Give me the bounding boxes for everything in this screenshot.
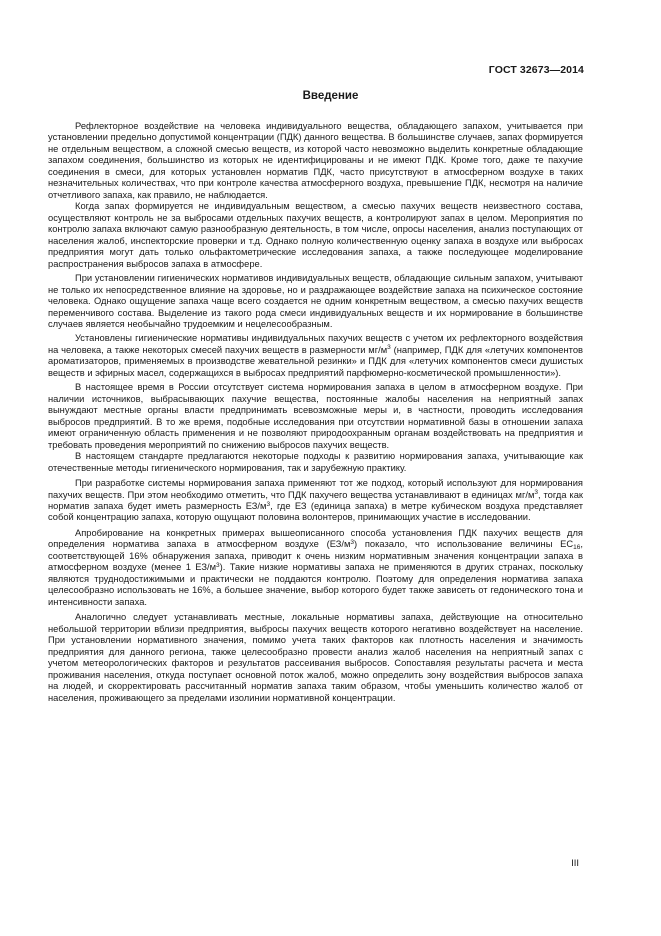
paragraph-2: Когда запах формируется не индивидуальным веществом, а смесью пахучих веществ неизвестного состава, осуществляют контроль не за выбросами отдельных пахучих веществ, а контролируют запах в целом. Мероприятия по контролю запаха включают самую разнообразную деятельность, в том числе, опросы населения, анализ поступающих от населения жалоб, инспекторские проверки и т.д. Однако полную количественную оценку запаха в воздухе или выбросах предприятия могут дать только ольфактометрические исследования запаха, а также последующее моделирование распространения выбросов запаха в атмосфере. bbox=[48, 201, 583, 269]
paragraph-8 bbox=[48, 528, 583, 608]
paragraph-5: В настоящее время в России отсутствует система нормирования запаха в целом в атмосферном воздухе. При наличии источников, выбрасывающих пахучие вещества, постоянные жалобы населения на неприятный запах вынуждают местные органы власти предпринимать всевозможные меры и, в частности, проводить исследования выбросов предприятий. В то же время, подобные исследования при отсутствии нормативной базы в отношении запаха имеют ограниченную область применения и не позволяют природоохранным органам воздействовать на предприятия и требовать проведения мероприятий по снижению выбросов пахучих веществ. bbox=[48, 382, 583, 450]
paragraph-7 bbox=[48, 478, 583, 524]
text-run: ). Такие низкие нормативы запаха не применяются в других странах, поскольку являются труднодостижимыми и практически не поддаются контролю. Поэтому для определения норматива запаха целесообразно использовать не 16%, а большее значение, выбор которого будет также зависеть от гедонического тона и интенсивности запаха. bbox=[48, 562, 583, 607]
paragraph-6: В настоящем стандарте предлагаются некоторые подходы к развитию нормирования запаха, учитывающие как отечественные методы гигиенического нормирования, так и зарубежную практику. bbox=[48, 451, 583, 473]
superscript: 3 bbox=[350, 538, 355, 546]
paragraph-9: Аналогично следует устанавливать местные, локальные нормативы запаха, действующие на относительно небольшой территории вблизи предприятия, выбросы пахучих веществ которого негативно воздействует на население. При установлении нормативного значения, помимо учета таких факторов как плотность населения и значимость предприятия для данного региона, также целесообразно провести анализ жалоб населения на неприятный запах с учетом метеорологических факторов и результатов рассеивания выбросов. Сопоставляя результаты расчета и места проживания населения, откуда поступает основной поток жалоб, можно определить зону воздействия выбросов запаха на людей, и скорректировать рассчитанный норматив запаха таким образом, чтобы уменьшить количество жалоб от населения, проживающего за пределами изолинии нормативной концентрации. bbox=[48, 612, 583, 703]
subscript: 16 bbox=[573, 544, 581, 552]
page-number: III bbox=[571, 858, 579, 869]
text-run: ) показало, что использование величины ЕС bbox=[354, 539, 574, 550]
superscript: 3 bbox=[266, 500, 271, 508]
superscript: 3 bbox=[534, 489, 539, 497]
document-body bbox=[48, 121, 583, 704]
text-run: , тогда как норматив запаха будет иметь размерность ЕЗ/м bbox=[48, 489, 583, 511]
text-run: Установлены гигиенические нормативы индивидуальных пахучих веществ с учетом их рефлекторного воздействия на человека, а также некоторых смесей пахучих веществ в размерности мг/м bbox=[48, 333, 583, 355]
document-code: ГОСТ 32673—2014 bbox=[488, 64, 584, 76]
paragraph-4 bbox=[48, 333, 583, 379]
superscript: 3 bbox=[387, 344, 391, 352]
text-run: (например, ПДК для «летучих компонентов ароматизаторов, применяемых в производстве жевательной резинки» и ПДК для «летучих компонентов смеси душистых веществ и эфирных масел, содержащихся в выбросах предприятий парфюмерно-косметической промышленности»). bbox=[48, 344, 583, 378]
text-run: При разработке системы нормирования запаха применяют тот же подход, который используют для нормирования пахучих веществ. При этом необходимо отметить, что ПДК пахучего вещества устанавливают в единицах мг/м bbox=[48, 478, 583, 500]
text-run: , где ЕЗ (единица запаха) в метре кубическом воздуха представляет собой концентрацию запаха, которую ощущают половина волонтеров, принимающих участие в исследовании. bbox=[48, 501, 584, 523]
superscript: 3 bbox=[216, 561, 220, 569]
text-run: Апробирование на конкретных примерах вышеописанного способа установления ПДК пахучих веществ для определения норматива запаха в атмосферном воздухе (ЕЗ/м bbox=[48, 527, 583, 550]
text-run: , соответствующей 16% обнаружения запаха, приводит к очень низким нормативным значения концентрации запаха в атмосферном воздухе (менее 1 ЕЗ/м bbox=[48, 539, 583, 573]
section-title: Введение bbox=[302, 90, 359, 102]
paragraph-3: При установлении гигиенических нормативов индивидуальных веществ, обладающие сильным запахом, учитывают не только их непосредственное влияние на здоровье, но и раздражающее воздействие запаха на психическое состояние человека. Однако ощущение запаха чаще всего создается не одним конкретным веществом, а смесью пахучих веществ переменчивого состава. Выделение из такого рода смеси индивидуальных веществ и их нормирование в большинстве случаев является необычайно трудоемким и нецелесообразным. bbox=[48, 273, 583, 329]
paragraph-1: Рефлекторное воздействие на человека индивидуального вещества, обладающего запахом, учитывается при установлении предельно допустимой концентрации (ПДК) данного вещества. В большинстве случаев, запах формируется не отдельным веществом, а сложной смесью веществ, из которой часто невозможно выделить конкретные обладающие запахом соединения, большинство из которых не идентифицированы и не имеют ПДК. Кроме того, даже те пахучие соединения в смеси, для которых установлен норматив ПДК, часто присутствуют в атмосферном воздухе в таких незначительных количествах, что при контроле качества атмосферного воздуха, превышение ПДК, несмотря на наличие отчетливого запаха, как правило, не наблюдается. bbox=[48, 121, 583, 200]
